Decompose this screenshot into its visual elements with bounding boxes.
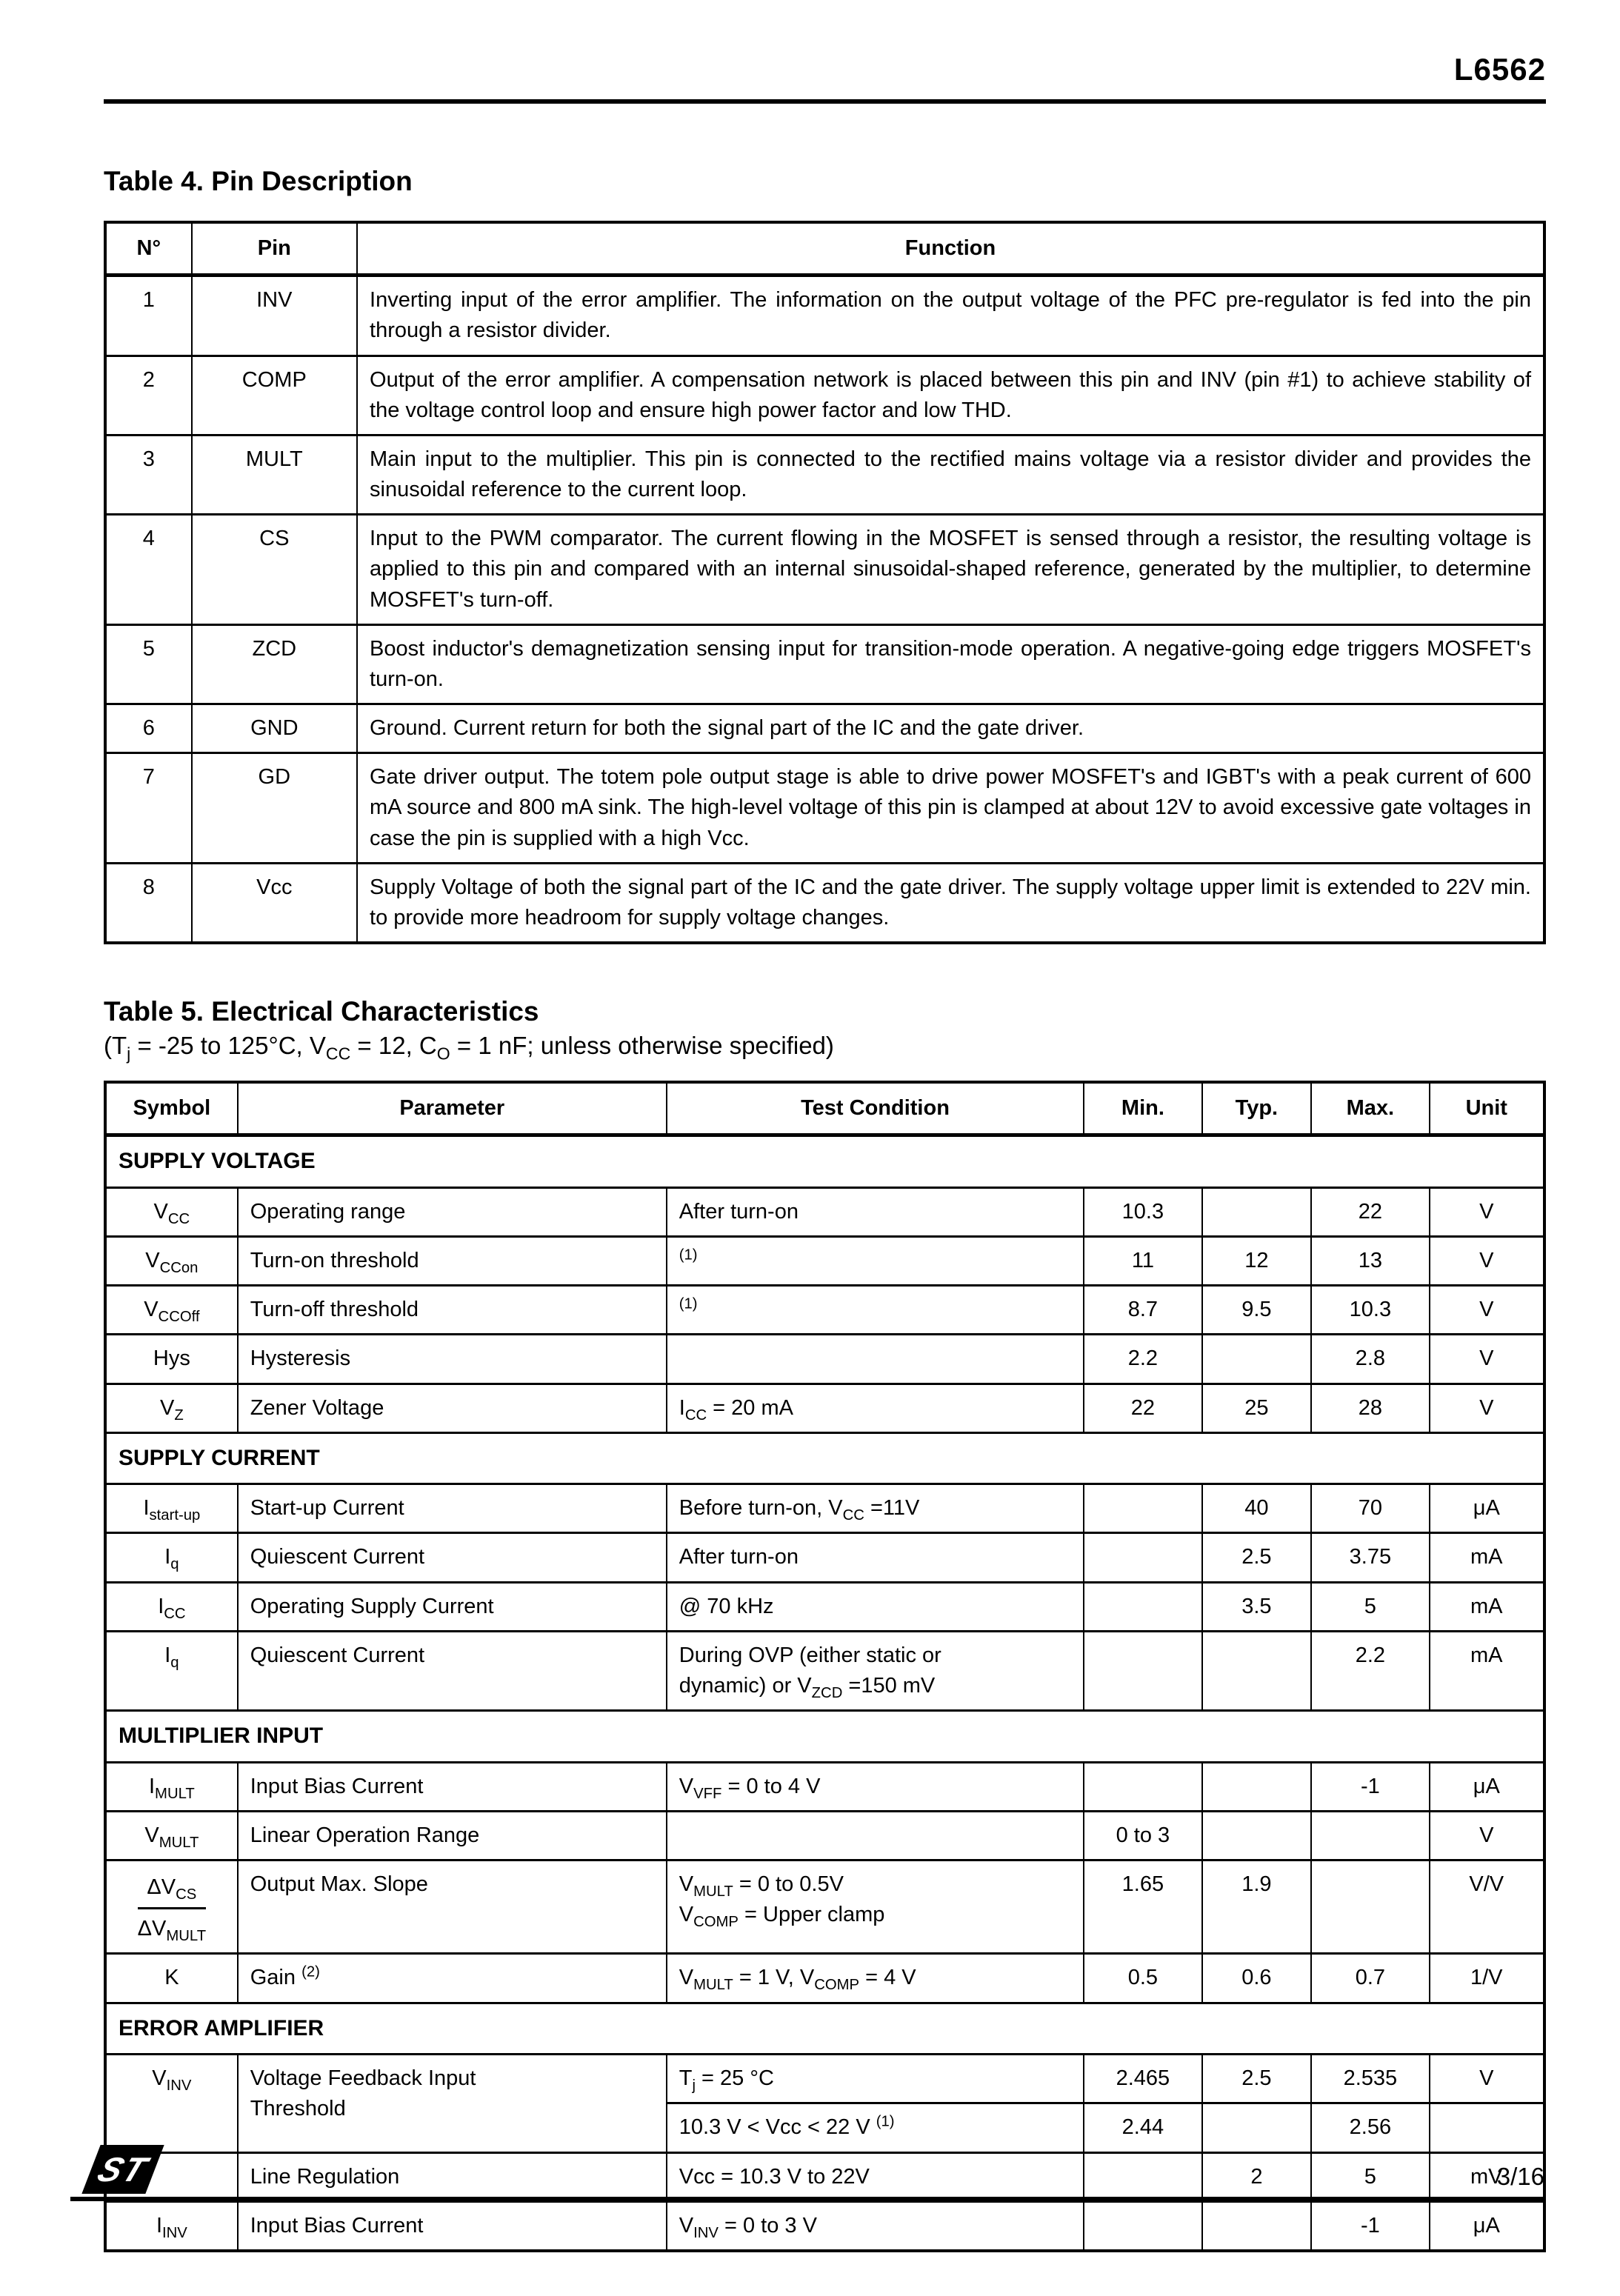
pin-name: Vcc bbox=[192, 863, 357, 943]
typ-cell: 9.5 bbox=[1202, 1286, 1312, 1335]
max-cell: 2.56 bbox=[1311, 2103, 1429, 2152]
col-header-pin: Pin bbox=[192, 222, 357, 276]
test-condition-cell: $T_j = 25$ °C bbox=[667, 2055, 1084, 2103]
parameter-cell: Gain $^{(2)}$ bbox=[238, 1954, 667, 2003]
max-cell bbox=[1311, 1861, 1429, 1954]
ec-row bbox=[105, 1954, 1544, 2003]
symbol-cell bbox=[105, 1861, 238, 1954]
pin-function: Input to the PWM comparator. The current flowing in the MOSFET is sensed through a resistor, the resulting voltage is applied to this pin and compared with an internal sinusoidal-shaped reference, generated by the multiplier, to determine MOSFET's turn-off. bbox=[357, 515, 1544, 625]
test-condition-cell: $V_{INV} = 0$ to 3 V bbox=[667, 2201, 1084, 2251]
section-title: ERROR AMPLIFIER bbox=[105, 2003, 1544, 2055]
parameter-cell: Voltage Feedback Input Threshold bbox=[238, 2055, 667, 2152]
symbol-cell: $I_{MULT}$ bbox=[105, 1762, 238, 1811]
st-logo bbox=[81, 2145, 164, 2194]
test-condition-cell: (1) bbox=[667, 1237, 1084, 1286]
typ-cell bbox=[1202, 2201, 1312, 2251]
unit-cell: V bbox=[1430, 1237, 1544, 1286]
pin-row bbox=[105, 863, 1544, 943]
unit-cell: V bbox=[1430, 2055, 1544, 2103]
pin-name: GD bbox=[192, 753, 357, 864]
test-condition-cell: Before turn-on, $V_{CC} =11V$ bbox=[667, 1484, 1084, 1533]
min-cell bbox=[1084, 1484, 1201, 1533]
symbol-cell: $V_{CCOff}$ bbox=[105, 1286, 238, 1335]
col-header-max: Max. bbox=[1311, 1082, 1429, 1135]
section-title: SUPPLY CURRENT bbox=[105, 1432, 1544, 1484]
pin-row bbox=[105, 624, 1544, 704]
section-title: MULTIPLIER INPUT bbox=[105, 1711, 1544, 1763]
max-cell: 2.535 bbox=[1311, 2055, 1429, 2103]
ec-row bbox=[105, 2201, 1544, 2251]
col-header-parameter: Parameter bbox=[238, 1082, 667, 1135]
pin-row bbox=[105, 704, 1544, 753]
pin-function: Output of the error amplifier. A compensation network is placed between this pin and INV (pin #1) to achieve stability of the voltage control loop and ensure high power factor and low THD. bbox=[357, 356, 1544, 435]
max-cell: 3.75 bbox=[1311, 1533, 1429, 1582]
unit-cell: V/V bbox=[1430, 1861, 1544, 1954]
symbol-cell: K bbox=[105, 1954, 238, 2003]
max-cell: -1 bbox=[1311, 2201, 1429, 2251]
symbol-cell: $I_q$ bbox=[105, 1631, 238, 1710]
test-condition-cell: 10.3 V < Vcc < 22 V $^{(1)}$ bbox=[667, 2103, 1084, 2152]
min-cell: 11 bbox=[1084, 1237, 1201, 1286]
pin-row bbox=[105, 356, 1544, 435]
electrical-characteristics-table bbox=[104, 1081, 1546, 2252]
col-header-unit: Unit bbox=[1430, 1082, 1544, 1135]
pin-number: 6 bbox=[105, 704, 192, 753]
pin-number: 5 bbox=[105, 624, 192, 704]
ec-row bbox=[105, 1533, 1544, 1582]
ec-row bbox=[105, 1861, 1544, 1954]
section-row bbox=[105, 1432, 1544, 1484]
min-cell: 2.2 bbox=[1084, 1335, 1201, 1384]
typ-cell bbox=[1202, 1631, 1312, 1710]
section-title: SUPPLY VOLTAGE bbox=[105, 1135, 1544, 1188]
min-cell bbox=[1084, 1762, 1201, 1811]
test-condition-cell: During OVP (either static or dynamic) or $V_{ZCD} =150$ mV bbox=[667, 1631, 1084, 1710]
parameter-cell: Quiescent Current bbox=[238, 1631, 667, 1710]
parameter-cell: Operating Supply Current bbox=[238, 1582, 667, 1631]
symbol-cell: Hys bbox=[105, 1335, 238, 1384]
page-footer bbox=[70, 2139, 1546, 2201]
min-cell: 22 bbox=[1084, 1384, 1201, 1432]
pin-name: MULT bbox=[192, 435, 357, 514]
max-cell: 0.7 bbox=[1311, 1954, 1429, 2003]
parameter-cell: Linear Operation Range bbox=[238, 1811, 667, 1860]
unit-cell: μA bbox=[1430, 1762, 1544, 1811]
ec-table-body bbox=[105, 1135, 1544, 2251]
page-number: 3/16 bbox=[1496, 2163, 1544, 2190]
pin-row bbox=[105, 515, 1544, 625]
col-header-typ: Typ. bbox=[1202, 1082, 1312, 1135]
min-cell: 0 to 3 bbox=[1084, 1811, 1201, 1860]
max-cell: 10.3 bbox=[1311, 1286, 1429, 1335]
pin-description-table bbox=[104, 221, 1546, 944]
unit-cell: mA bbox=[1430, 1631, 1544, 1710]
pin-table-header-row bbox=[105, 222, 1544, 276]
parameter-cell: Quiescent Current bbox=[238, 1533, 667, 1582]
parameter-cell: Hysteresis bbox=[238, 1335, 667, 1384]
unit-cell: V bbox=[1430, 1286, 1544, 1335]
test-condition-cell: (1) bbox=[667, 1286, 1084, 1335]
col-header-number: N° bbox=[105, 222, 192, 276]
max-cell: 5 bbox=[1311, 1582, 1429, 1631]
min-cell: 10.3 bbox=[1084, 1187, 1201, 1236]
ec-row bbox=[105, 1762, 1544, 1811]
unit-cell: mA bbox=[1430, 1582, 1544, 1631]
symbol-cell: $V_{CCon}$ bbox=[105, 1237, 238, 1286]
max-cell: 22 bbox=[1311, 1187, 1429, 1236]
min-cell bbox=[1084, 1631, 1201, 1710]
col-header-symbol: Symbol bbox=[105, 1082, 238, 1135]
test-condition-cell: $V_{VFF} = 0$ to 4 V bbox=[667, 1762, 1084, 1811]
symbol-cell: $V_{INV}$ bbox=[105, 2055, 238, 2152]
parameter-cell: Start-up Current bbox=[238, 1484, 667, 1533]
parameter-cell: Input Bias Current bbox=[238, 2201, 667, 2251]
parameter-cell: Zener Voltage bbox=[238, 1384, 667, 1432]
product-name: L6562 bbox=[1453, 52, 1546, 87]
ec-row bbox=[105, 1484, 1544, 1533]
pin-name: CS bbox=[192, 515, 357, 625]
section-row bbox=[105, 1135, 1544, 1188]
unit-cell: mA bbox=[1430, 1533, 1544, 1582]
typ-cell bbox=[1202, 1762, 1312, 1811]
symbol-fraction: $\frac{\Delta V_{CS}}{\Delta V_{MULT}}$ bbox=[138, 1872, 206, 1944]
pin-name: INV bbox=[192, 276, 357, 356]
page-header bbox=[104, 52, 1546, 87]
symbol-cell: $V_Z$ bbox=[105, 1384, 238, 1432]
ec-row bbox=[105, 1335, 1544, 1384]
unit-cell: mV bbox=[1430, 2152, 1544, 2201]
pin-function: Boost inductor's demagnetization sensing input for transition-mode operation. A negative-going edge triggers MOSFET's turn-on. bbox=[357, 624, 1544, 704]
pin-number: 8 bbox=[105, 863, 192, 943]
test-condition-cell: $V_{MULT} = 1$ V, $V_{COMP} = 4$ V bbox=[667, 1954, 1084, 2003]
test-condition-cell: After turn-on bbox=[667, 1533, 1084, 1582]
test-condition-cell bbox=[667, 1811, 1084, 1860]
max-cell: -1 bbox=[1311, 1762, 1429, 1811]
symbol-cell: $I_q$ bbox=[105, 1533, 238, 1582]
typ-cell: 1.9 bbox=[1202, 1861, 1312, 1954]
symbol-cell: $I_{start-up}$ bbox=[105, 1484, 238, 1533]
symbol-cell: $V_{MULT}$ bbox=[105, 1811, 238, 1860]
pin-function: Supply Voltage of both the signal part of the IC and the gate driver. The supply voltage upper limit is extended to 22V min. to provide more headroom for supply voltage changes. bbox=[357, 863, 1544, 943]
ec-table-header-row bbox=[105, 1082, 1544, 1135]
header-rule bbox=[104, 99, 1546, 104]
test-condition-cell: After turn-on bbox=[667, 1187, 1084, 1236]
section-row bbox=[105, 2003, 1544, 2055]
unit-cell: V bbox=[1430, 1187, 1544, 1236]
typ-cell: 2 bbox=[1202, 2152, 1312, 2201]
typ-cell: 2.5 bbox=[1202, 2055, 1312, 2103]
st-logo-text: ST bbox=[92, 2150, 154, 2189]
unit-cell: 1/V bbox=[1430, 1954, 1544, 2003]
min-cell bbox=[1084, 1533, 1201, 1582]
pin-number: 1 bbox=[105, 276, 192, 356]
ec-row bbox=[105, 1237, 1544, 1286]
typ-cell bbox=[1202, 1187, 1312, 1236]
col-header-function: Function bbox=[357, 222, 1544, 276]
unit-cell: V bbox=[1430, 1335, 1544, 1384]
test-condition-cell bbox=[667, 1335, 1084, 1384]
typ-cell: 0.6 bbox=[1202, 1954, 1312, 2003]
pin-number: 7 bbox=[105, 753, 192, 864]
unit-cell: V bbox=[1430, 1384, 1544, 1432]
pin-function: Gate driver output. The totem pole output stage is able to drive power MOSFET's and IGBT's with a peak current of 600 mA source and 800 mA sink. The high-level voltage of this pin is clamped at about 12V to avoid excessive gate voltages in case the pin is supplied with a high Vcc. bbox=[357, 753, 1544, 864]
min-cell bbox=[1084, 2201, 1201, 2251]
table4-title: Table 4. Pin Description bbox=[104, 166, 413, 196]
symbol-cell: $I_{CC}$ bbox=[105, 1582, 238, 1631]
unit-cell: μA bbox=[1430, 2201, 1544, 2251]
symbol-cell: $I_{INV}$ bbox=[105, 2201, 238, 2251]
typ-cell bbox=[1202, 1335, 1312, 1384]
pin-number: 3 bbox=[105, 435, 192, 514]
pin-row bbox=[105, 276, 1544, 356]
parameter-cell: Operating range bbox=[238, 1187, 667, 1236]
max-cell: 28 bbox=[1311, 1384, 1429, 1432]
parameter-cell: Turn-off threshold bbox=[238, 1286, 667, 1335]
pin-function: Inverting input of the error amplifier. The information on the output voltage of the PFC pre-regulator is fed into the pin through a resistor divider. bbox=[357, 276, 1544, 356]
unit-cell: V bbox=[1430, 1811, 1544, 1860]
pin-number: 4 bbox=[105, 515, 192, 625]
pin-name: COMP bbox=[192, 356, 357, 435]
max-cell: 5 bbox=[1311, 2152, 1429, 2201]
unit-cell: μA bbox=[1430, 1484, 1544, 1533]
ec-row bbox=[105, 1187, 1544, 1236]
min-cell bbox=[1084, 1582, 1201, 1631]
ec-row bbox=[105, 2055, 1544, 2103]
section-row bbox=[105, 1711, 1544, 1763]
max-cell: 2.8 bbox=[1311, 1335, 1429, 1384]
min-cell: 2.44 bbox=[1084, 2103, 1201, 2152]
typ-cell: 12 bbox=[1202, 1237, 1312, 1286]
ec-row bbox=[105, 1384, 1544, 1432]
col-header-min: Min. bbox=[1084, 1082, 1201, 1135]
parameter-cell: Input Bias Current bbox=[238, 1762, 667, 1811]
ec-row bbox=[105, 1582, 1544, 1631]
parameter-cell: Line Regulation bbox=[238, 2152, 667, 2201]
parameter-cell: Turn-on threshold bbox=[238, 1237, 667, 1286]
pin-row bbox=[105, 753, 1544, 864]
test-condition-cell: $V_{MULT} = 0$ to 0.5V $V_{COMP}$ = Upper clamp bbox=[667, 1861, 1084, 1954]
max-cell: 2.2 bbox=[1311, 1631, 1429, 1710]
pin-function: Ground. Current return for both the signal part of the IC and the gate driver. bbox=[357, 704, 1544, 753]
col-header-test-condition: Test Condition bbox=[667, 1082, 1084, 1135]
typ-cell: 25 bbox=[1202, 1384, 1312, 1432]
test-condition-cell: $I_{CC} = 20$ mA bbox=[667, 1384, 1084, 1432]
table5-subtitle: ($T_j = -25$ to 125°C, $V_{CC} = 12$, $C_O = 1$ nF; unless otherwise specified) bbox=[104, 1032, 834, 1064]
table5-title: Table 5. Electrical Characteristics bbox=[104, 996, 539, 1027]
ec-row bbox=[105, 1631, 1544, 1710]
pin-number: 2 bbox=[105, 356, 192, 435]
pin-name: GND bbox=[192, 704, 357, 753]
pin-table-body bbox=[105, 276, 1544, 943]
parameter-cell: Output Max. Slope bbox=[238, 1861, 667, 1954]
test-condition-cell: @ 70 kHz bbox=[667, 1582, 1084, 1631]
pin-function: Main input to the multiplier. This pin is connected to the rectified mains voltage via a resistor divider and provides the sinusoidal reference to the current loop. bbox=[357, 435, 1544, 514]
pin-name: ZCD bbox=[192, 624, 357, 704]
symbol-cell: $V_{CC}$ bbox=[105, 1187, 238, 1236]
min-cell: 2.465 bbox=[1084, 2055, 1201, 2103]
typ-cell: 2.5 bbox=[1202, 1533, 1312, 1582]
typ-cell bbox=[1202, 1811, 1312, 1860]
min-cell: 8.7 bbox=[1084, 1286, 1201, 1335]
footer-rule bbox=[70, 2197, 1546, 2201]
min-cell: 1.65 bbox=[1084, 1861, 1201, 1954]
test-condition-cell: Vcc = 10.3 V to 22V bbox=[667, 2152, 1084, 2201]
max-cell: 70 bbox=[1311, 1484, 1429, 1533]
pin-row bbox=[105, 435, 1544, 514]
ec-row bbox=[105, 1286, 1544, 1335]
max-cell: 13 bbox=[1311, 1237, 1429, 1286]
ec-row bbox=[105, 1811, 1544, 1860]
typ-cell: 40 bbox=[1202, 1484, 1312, 1533]
max-cell bbox=[1311, 1811, 1429, 1860]
min-cell: 0.5 bbox=[1084, 1954, 1201, 2003]
typ-cell: 3.5 bbox=[1202, 1582, 1312, 1631]
